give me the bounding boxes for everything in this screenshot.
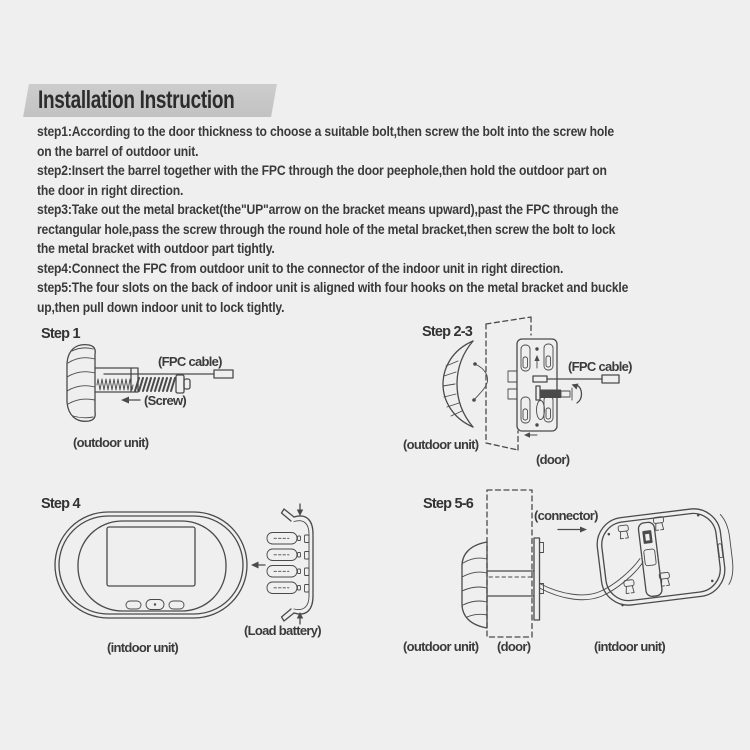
step5-6-heading: Step 5-6 xyxy=(423,496,474,512)
step-text-line: step5:The four slots on the back of indoor unit is aligned with four hooks on the metal bracket and buckle xyxy=(37,280,629,295)
connector-label: (connector) xyxy=(534,508,598,523)
step2-3-diagram xyxy=(390,312,745,477)
rotation-arrow-icon xyxy=(572,384,582,404)
screw-spring-drawing xyxy=(97,375,190,393)
battery-cover-drawing xyxy=(282,509,314,621)
outdoor-unit-label: (outdoor unit) xyxy=(403,437,479,452)
indoor-unit-label: (intdoor unit) xyxy=(594,639,666,654)
step-text-line: up,then pull down indoor unit to lock tightly. xyxy=(37,299,285,315)
metal-bracket-drawing xyxy=(534,538,544,620)
fpc-cable-label: (FPC cable) xyxy=(158,354,222,369)
outdoor-unit-drawing xyxy=(462,542,487,628)
up-arrow-icon xyxy=(534,355,539,368)
fpc-cable-label: (FPC cable) xyxy=(568,359,632,374)
instruction-steps xyxy=(37,122,628,317)
battery-pack-drawing xyxy=(267,533,301,594)
left-arrow-icon xyxy=(121,397,140,404)
indoor-unit-back-drawing xyxy=(594,505,736,609)
indoor-unit-front-drawing xyxy=(55,512,247,618)
outdoor-unit-label: (outdoor unit) xyxy=(403,639,479,654)
screw-label: (Screw) xyxy=(144,393,187,408)
step-text-line: step3:Take out the metal bracket(the"UP"arrow on the bracket means upward),past the FPC through the xyxy=(37,202,619,217)
barrel-drawing xyxy=(487,571,534,596)
door-label: (door) xyxy=(536,452,570,467)
step-text-line: the door in right direction. xyxy=(37,182,184,198)
fpc-cable-line xyxy=(104,370,233,378)
step4-heading: Step 4 xyxy=(41,496,80,512)
outdoor-unit-label: (outdoor unit) xyxy=(73,435,149,450)
door-dashed-outline xyxy=(487,490,532,637)
step2-3-heading: Step 2-3 xyxy=(422,324,473,340)
door-dashed-outline xyxy=(486,317,531,450)
step-text-line: the metal bracket with outdoor part tightly. xyxy=(37,241,275,256)
metal-bracket-drawing xyxy=(517,339,557,431)
step1-heading: Step 1 xyxy=(41,326,80,342)
load-battery-label: (Load battery) xyxy=(244,623,321,638)
step-text-line: on the barrel of outdoor unit. xyxy=(37,143,199,159)
bottom-arrow-icon xyxy=(524,432,537,438)
right-arrow-icon xyxy=(558,527,587,533)
step4-diagram xyxy=(35,490,365,670)
buttons xyxy=(126,600,184,610)
page-title: Installation Instruction xyxy=(38,86,235,114)
left-arrow-icon xyxy=(251,562,265,569)
indoor-unit-label: (intdoor unit) xyxy=(107,640,179,655)
outdoor-unit-drawing xyxy=(443,341,517,427)
screw-drawing xyxy=(536,386,570,400)
fpc-cable-line xyxy=(547,375,619,383)
door-label: (door) xyxy=(497,639,531,654)
step1-diagram xyxy=(35,315,365,460)
step5-6-diagram xyxy=(390,485,745,670)
step-text-line: step4:Connect the FPC from outdoor unit to the connector of the indoor unit in right direction. xyxy=(37,260,564,276)
step-text-line: step1:According to the door thickness to choose a suitable bolt,then screw the bolt into the screw hole xyxy=(37,124,614,139)
step-text-line: step2:Insert the barrel together with the FPC through the door peephole,then hold the outdoor part on xyxy=(37,163,607,178)
down-arrow-icon xyxy=(297,504,303,516)
screen xyxy=(107,527,195,586)
outdoor-unit-drawing xyxy=(67,345,95,422)
step-text-line: rectangular hole,pass the screw through the round hole of the metal bracket,then screw the bolt to lock xyxy=(37,221,616,237)
